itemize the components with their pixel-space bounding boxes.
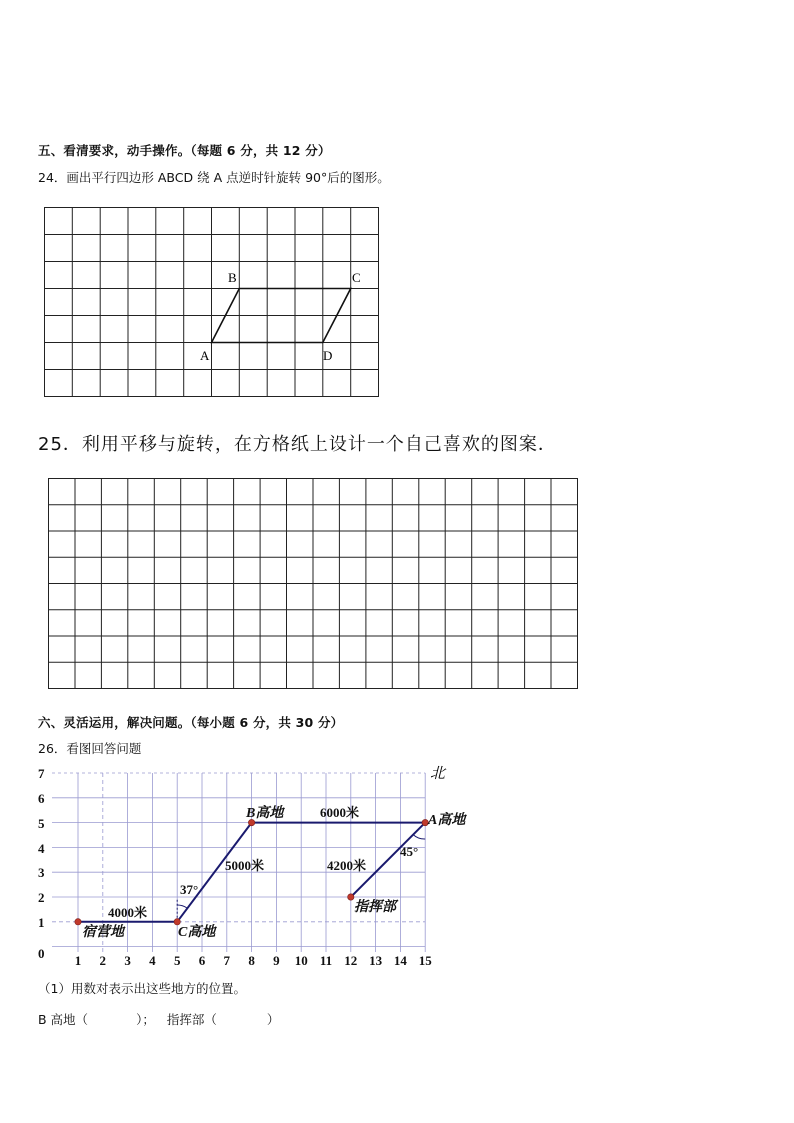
y-tick-7: 7: [38, 766, 45, 781]
question-24: 24．画出平行四边形 ABCD 绕 A 点逆时针旋转 90°后的图形。: [38, 170, 390, 185]
y-tick-5: 5: [38, 816, 45, 831]
label-a: A: [200, 348, 210, 363]
answer-line: [38, 1010, 279, 1028]
label-c-high: C高地: [178, 925, 216, 940]
north-label: 北: [430, 766, 446, 782]
x-tick-5: 5: [173, 953, 181, 968]
q24-grid: [45, 208, 379, 397]
x-tick-3: 3: [124, 953, 131, 968]
label-c: C: [352, 270, 361, 285]
b-high-label: B 高地（: [38, 1012, 89, 1027]
x-tick-13: 13: [369, 953, 383, 968]
x-tick-6: 6: [198, 953, 206, 968]
question-25: 25．利用平移与旋转，在方格纸上设计一个自己喜欢的图案．: [38, 434, 557, 455]
label-a-high: A高地: [428, 813, 466, 828]
x-tick-4: 4: [149, 953, 156, 968]
x-tick-7: 7: [223, 953, 231, 968]
x-tick-12: 12: [344, 953, 358, 968]
b-high-close: ）；: [136, 1012, 155, 1027]
point-camp: [75, 919, 81, 925]
y-tick-3: 3: [38, 865, 45, 880]
y-tick-2: 2: [38, 890, 45, 905]
label-d: D: [323, 348, 333, 363]
label-b: B: [228, 270, 237, 285]
sub-question-1: （1）用数对表示出这些地方的位置。: [38, 981, 246, 996]
distance-b-a: 6000米: [320, 805, 360, 820]
x-tick-11: 11: [319, 953, 333, 968]
x-tick-2: 2: [99, 953, 107, 968]
x-tick-14: 14: [393, 953, 407, 968]
command-close: ）: [266, 1012, 280, 1027]
label-camp: 宿营地: [82, 925, 124, 940]
x-tick-1: 1: [74, 953, 82, 968]
angle-arc-a: [413, 835, 425, 840]
y-tick-6: 6: [38, 791, 45, 806]
x-tick-8: 8: [248, 953, 255, 968]
q25-grid: [44, 474, 582, 694]
angle-c-label: 37°: [180, 882, 199, 897]
label-b-high: B高地: [246, 806, 284, 821]
x-tick-9: 9: [273, 953, 280, 968]
y-tick-1: 1: [38, 915, 45, 930]
label-command: 指挥部: [354, 900, 396, 915]
q26-map-figure: [30, 760, 475, 972]
x-tick-10: 10: [294, 953, 308, 968]
distance-camp-c: 4000米: [108, 905, 148, 920]
section-5-heading: 五、看清要求，动手操作。（每题 6 分，共 12 分）: [38, 143, 331, 158]
distance-c-b: 5000米: [225, 858, 265, 873]
x-tick-15: 15: [418, 953, 432, 968]
distance-cmd-a: 4200米: [327, 858, 367, 873]
question-26: 26．看图回答问题: [38, 741, 142, 756]
section-6-heading: 六、灵活运用，解决问题。（每小题 6 分，共 30 分）: [38, 715, 344, 730]
q24-grid-figure: [40, 202, 385, 402]
angle-a-label: 45°: [400, 844, 419, 859]
y-tick-4: 4: [38, 841, 45, 856]
x-tick-0: 0: [38, 946, 45, 961]
command-label: 指挥部（: [166, 1012, 217, 1027]
angle-arc-c: [177, 905, 187, 908]
